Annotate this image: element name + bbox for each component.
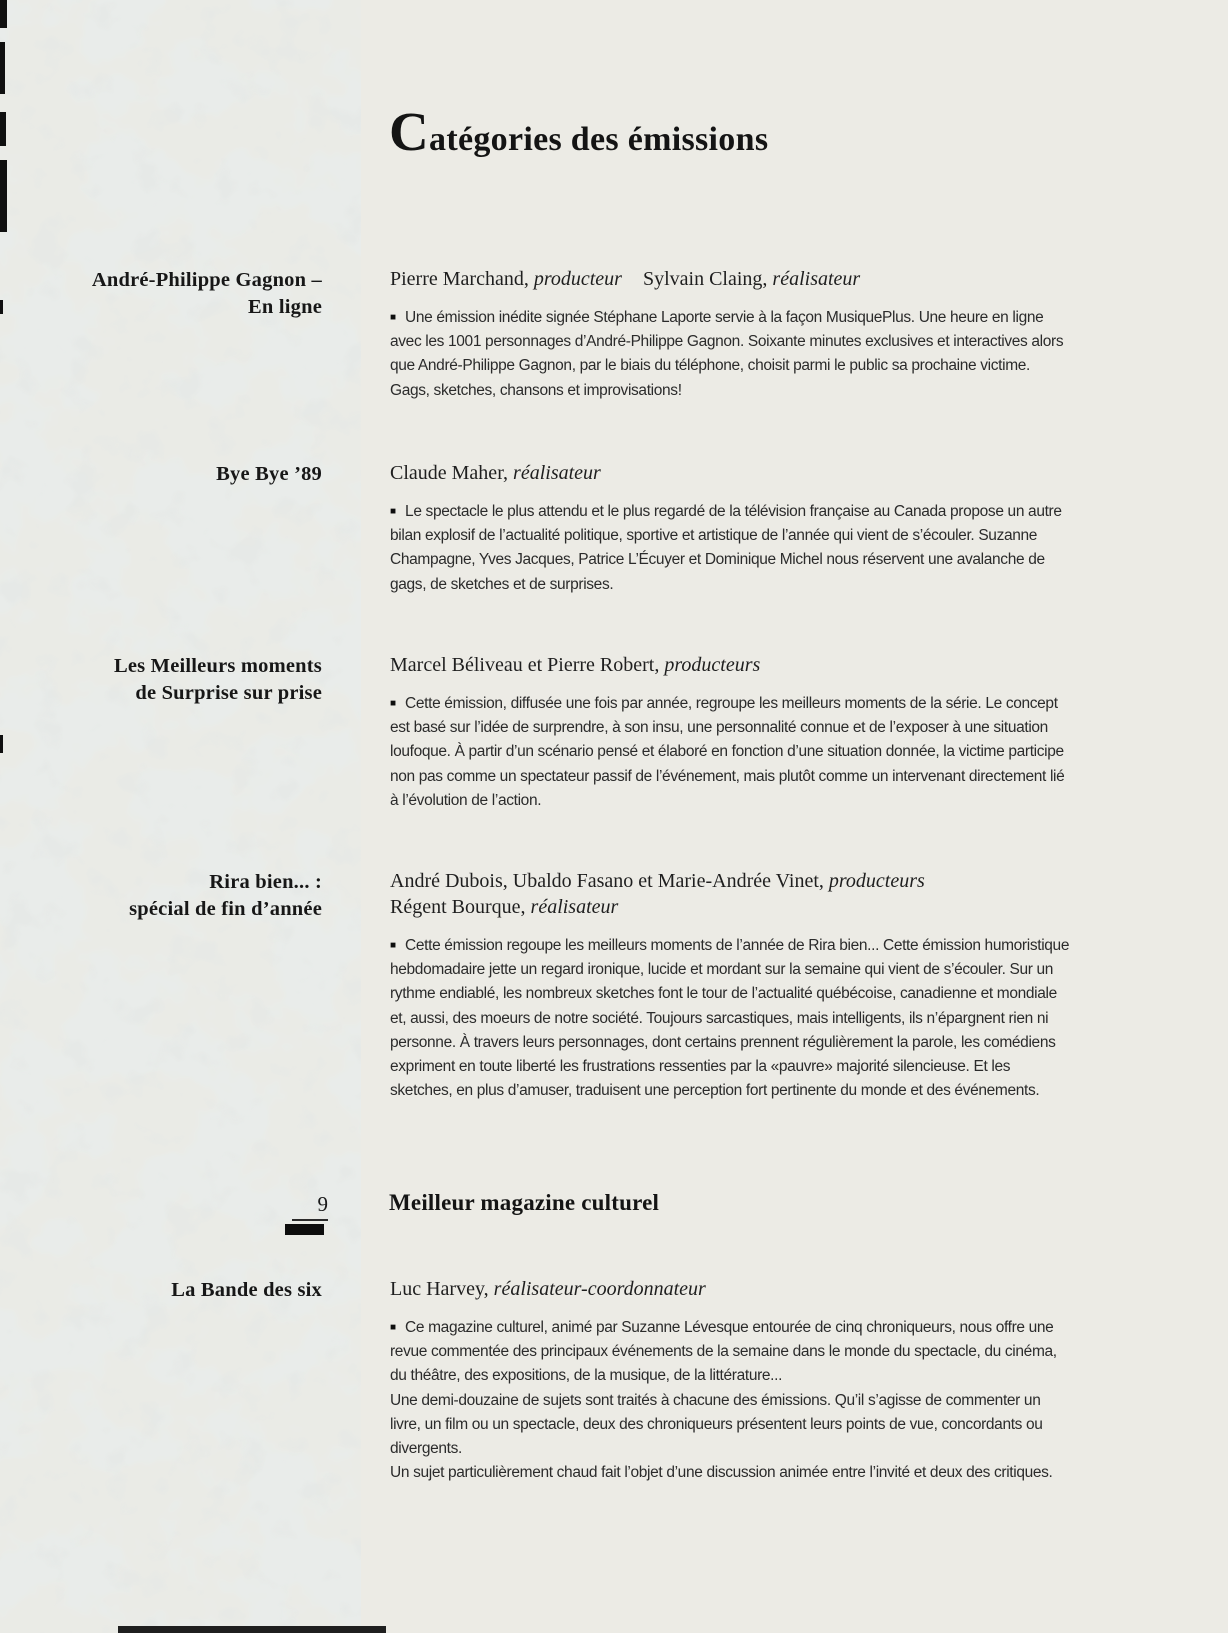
scan-edge-artifact bbox=[0, 160, 7, 232]
description-paragraph bbox=[390, 1316, 1070, 1389]
credits-line bbox=[390, 460, 1070, 486]
page-number-bar bbox=[285, 1224, 324, 1235]
description-text: Une demi-douzaine de sujets sont traités à chacune des émissions. Qu’il s’agisse de commenter un livre, un film ou un spectacle, deux des chroniqueurs présentent leurs points de vue, concordants ou divergents. bbox=[390, 1391, 1043, 1458]
credit-name: Sylvain Claing, bbox=[642, 268, 768, 290]
scan-edge-artifact bbox=[0, 42, 5, 94]
credits-line bbox=[390, 894, 1070, 920]
description-text: Un sujet particulièrement chaud fait l’objet d’une discussion animée entre l’invité et deux des critiques. bbox=[390, 1464, 1053, 1482]
program-name-line: Bye Bye ’89 bbox=[216, 463, 322, 485]
program-name bbox=[0, 461, 322, 488]
scan-edge-artifact bbox=[0, 735, 3, 753]
page-title: Catégories des émissions bbox=[389, 101, 769, 162]
program-name-line: spécial de fin d’année bbox=[129, 898, 322, 920]
square-bullet-icon: ■ bbox=[390, 940, 397, 951]
program-name-line: En ligne bbox=[248, 296, 322, 318]
credit-name: Régent Bourque, bbox=[390, 896, 526, 918]
credit-role: producteurs bbox=[664, 654, 761, 676]
credit-role: producteurs bbox=[828, 870, 925, 892]
credit-role: réalisateur bbox=[513, 462, 601, 484]
description-paragraph bbox=[390, 500, 1070, 597]
description-paragraph bbox=[390, 692, 1070, 813]
credits-line bbox=[390, 652, 1070, 678]
program-name-line: Les Meilleurs moments bbox=[113, 655, 322, 677]
credit-role: producteur bbox=[533, 268, 622, 290]
credits-line bbox=[390, 868, 1070, 894]
square-bullet-icon: ■ bbox=[390, 698, 397, 709]
credit-name: Marcel Béliveau et Pierre Robert, bbox=[390, 654, 660, 676]
description-text: Une émission inédite signée Stéphane Laporte servie à la façon MusiquePlus. Une heure en ligne avec les 1001 personnages d’André-Philippe Gagnon. Soixante minutes exclusives et interactives alors que André-Philippe Gagnon, par le biais du téléphone, choisit parmi le public sa prochaine victime. Gags, sketches, chansons et improvisations! bbox=[390, 309, 1064, 399]
program-name-line: de Surprise sur prise bbox=[135, 682, 322, 704]
page-number-rule bbox=[292, 1219, 328, 1221]
description-paragraph bbox=[390, 1461, 1070, 1485]
mottle-noise bbox=[0, 0, 361, 1633]
credit-name: Pierre Marchand, bbox=[390, 268, 529, 290]
description-text: Cette émission, diffusée une fois par année, regroupe les meilleurs moments de la série. Le concept est basé sur l’idée de surprendre, à son insu, une personnalité connue et de l’exposer à une situation loufoque. À partir d’un scénario pensé et élaboré en fonction d’une situation donnée, la victime participe non pas comme un spectateur passif de l’événement, mais plutôt comme un intervenant directement lié à l’évolution de l’action. bbox=[390, 695, 1065, 809]
square-bullet-icon: ■ bbox=[390, 506, 397, 517]
page-number: 9 bbox=[317, 1192, 328, 1216]
left-margin-texture bbox=[0, 0, 361, 1633]
description-paragraph bbox=[390, 934, 1070, 1103]
program-name bbox=[0, 653, 322, 707]
program-name-line: Rira bien... : bbox=[209, 871, 322, 893]
credit-name: Claude Maher, bbox=[390, 462, 509, 484]
bottom-scan-bar bbox=[118, 1626, 386, 1633]
description-text: Ce magazine culturel, animé par Suzanne Lévesque entourée de cinq chroniqueurs, nous offre une revue commentée des principaux événements de la semaine dans le monde du spectacle, du cinéma, du théâtre, des expositions, de la musique, de la littérature... bbox=[390, 1319, 1057, 1385]
category-heading: Meilleur magazine culturel bbox=[389, 1190, 660, 1215]
description-paragraph bbox=[390, 1389, 1070, 1462]
credit-name: Luc Harvey, bbox=[390, 1278, 489, 1300]
program-name bbox=[0, 1277, 322, 1304]
program-name bbox=[0, 267, 322, 321]
credit-role: réalisateur-coordonnateur bbox=[493, 1278, 706, 1300]
credit-name: André Dubois, Ubaldo Fasano et Marie-Andrée Vinet, bbox=[390, 870, 824, 892]
description-paragraph bbox=[390, 306, 1070, 403]
credits-line bbox=[390, 1276, 1070, 1302]
program-name-line: André-Philippe Gagnon – bbox=[91, 269, 322, 291]
square-bullet-icon: ■ bbox=[390, 312, 397, 323]
description-text: Cette émission regoupe les meilleurs moments de l’année de Rira bien... Cette émission humoristique hebdomadaire jette un regard ironique, lucide et mordant sur la semaine qui vient de s’écouler. Sur un rythme endiablé, les nombreux sketches font le tour de l’actualité québécoise, canadienne et mondiale et, aussi, des moeurs de notre société. Toujours sarcastiques, mais intelligents, ils n’épargnent rien ni personne. À travers leurs personnages, dont certains prennent régulièrement la parole, les comédiens expriment en toute liberté les frustrations ressenties par la «pauvre» majorité silencieuse. Et les sketches, en plus d’amuser, traduisent une perception fort pertinente du monde et des événements. bbox=[390, 937, 1070, 1100]
program-name-line: La Bande des six bbox=[171, 1279, 322, 1301]
credits-line bbox=[390, 266, 1070, 292]
scan-edge-artifact bbox=[0, 112, 6, 146]
program-name bbox=[0, 869, 322, 923]
credit-role: réalisateur bbox=[772, 268, 861, 290]
scan-edge-artifact bbox=[0, 0, 7, 28]
description-text: Le spectacle le plus attendu et le plus regardé de la télévision française au Canada propose un autre bilan explosif de l’actualité politique, sportive et artistique de l’année qui vient de s’écouler. Suzanne Champagne, Yves Jacques, Patrice L’Écuyer et Dominique Michel nous réservent une avalanche de gags, de sketches et de surprises. bbox=[390, 503, 1062, 593]
credit-role: réalisateur bbox=[530, 896, 619, 918]
square-bullet-icon: ■ bbox=[390, 1322, 397, 1333]
